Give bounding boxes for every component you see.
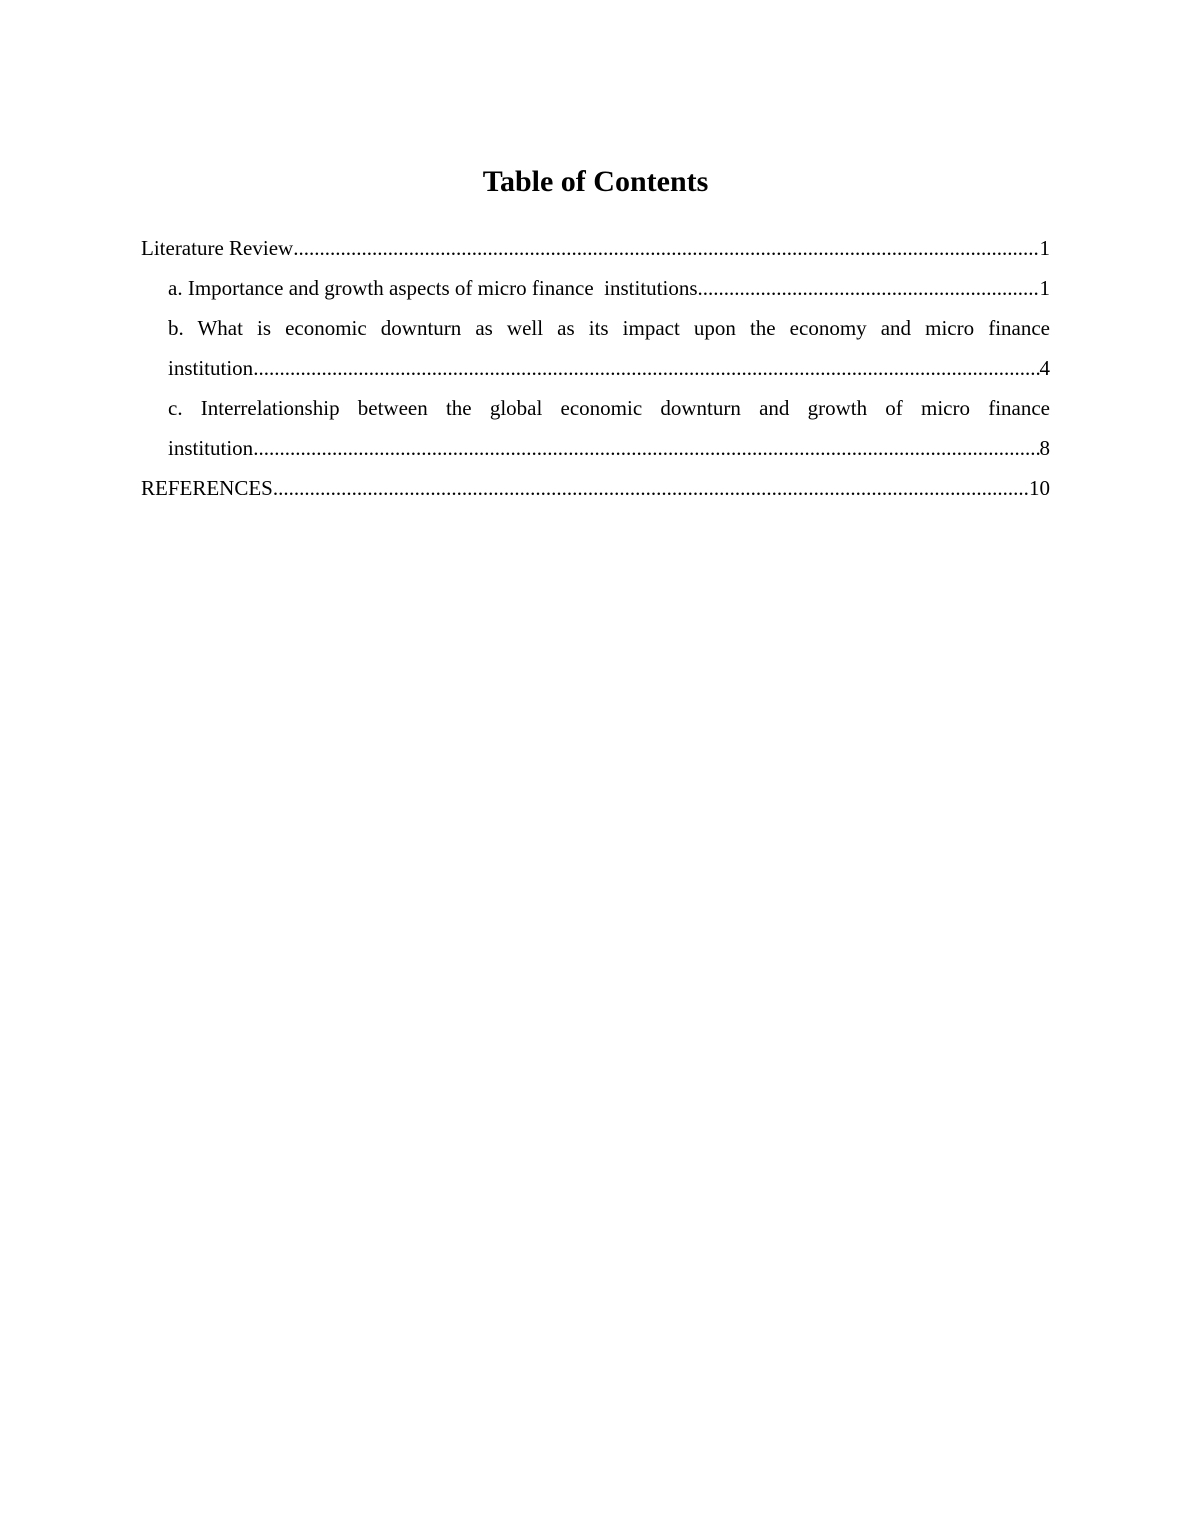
- toc-entry-continuation: [168, 348, 1050, 388]
- toc-entry-literature-review[interactable]: [141, 228, 1050, 268]
- dot-leader: [253, 428, 1039, 468]
- toc-entry-label: REFERENCES: [141, 476, 273, 500]
- toc-page-number: 1: [1039, 236, 1050, 260]
- toc-entry-label-continued: institution: [168, 436, 254, 460]
- toc-page-number: 1: [1039, 276, 1050, 300]
- toc-page-number: 10: [1029, 476, 1050, 500]
- dot-leader: [293, 228, 1039, 268]
- toc-entry-label: a. Importance and growth aspects of micro finance institutions: [168, 276, 698, 300]
- toc-entry-economic-downturn[interactable]: [141, 308, 1050, 388]
- page-title: Table of Contents: [482, 165, 709, 198]
- toc-entry-label: Literature Review: [141, 236, 294, 260]
- toc-entry-label: b. What is economic downturn as well as its impact upon the economy and micro finance: [168, 316, 1050, 340]
- toc-page-number: 8: [1039, 436, 1050, 460]
- dot-leader: [273, 468, 1029, 508]
- dot-leader: [253, 348, 1039, 388]
- toc-entry-label-continued: institution: [168, 356, 254, 380]
- toc-entry-continuation: [168, 428, 1050, 468]
- dot-leader: [698, 268, 1040, 308]
- table-of-contents: [141, 160, 1050, 508]
- toc-entry-importance-growth[interactable]: [141, 268, 1050, 308]
- toc-entry-interrelationship[interactable]: [141, 388, 1050, 468]
- toc-entry-label: c. Interrelationship between the global economic downturn and growth of micro finance: [168, 396, 1050, 420]
- toc-page-number: 4: [1039, 356, 1050, 380]
- toc-entry-references[interactable]: [141, 468, 1050, 508]
